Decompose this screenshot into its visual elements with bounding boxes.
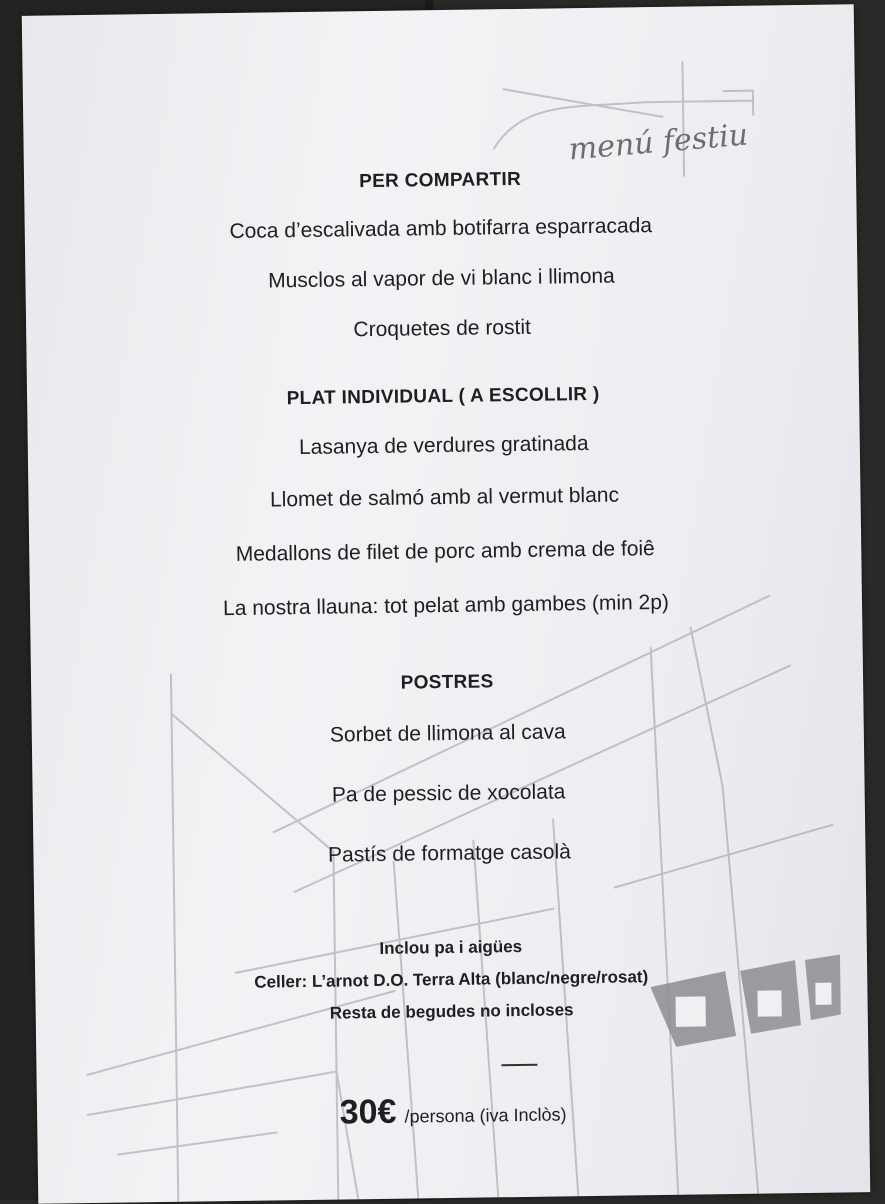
menu-item: Pastís de formatge casolà <box>327 840 572 867</box>
menu-sheet <box>22 4 871 1204</box>
divider <box>501 1064 537 1067</box>
menu-festiu-logo: menú festiu <box>567 117 750 168</box>
menu-item: La nostra llauna: tot pelat amb gambes (min 2p) <box>222 590 670 621</box>
section-title-plat-individual: PLAT INDIVIDUAL ( A ESCOLLIR ) <box>286 383 600 410</box>
menu-item: Croquetes de rostit <box>353 315 532 342</box>
section-title-per-compartir: PER COMPARTIR <box>358 168 522 193</box>
menu-item: Llomet de salmó amb al vermut blanc <box>269 483 620 512</box>
footer-wine: Celler: L’arnot D.O. Terra Alta (blanc/negre/rosat) <box>254 967 649 992</box>
footer-drinks-not-included: Resta de begudes no incloses <box>329 1000 574 1023</box>
section-title-postres: POSTRES <box>400 671 494 694</box>
price-amount: 30€ <box>339 1092 397 1132</box>
price-unit: /persona (iva Inclòs) <box>404 1104 567 1127</box>
footer-includes: Inclou pa i aigües <box>379 936 523 958</box>
menu-item: Lasanya de verdures gratinada <box>298 431 589 460</box>
menu-item: Coca d’escalivada amb botifarra esparracada <box>229 214 653 243</box>
menu-item: Medallons de filet de porc amb crema de foiê <box>235 537 655 566</box>
price-row <box>37 1086 869 1137</box>
menu-item: Pa de pessic de xocolata <box>331 780 566 807</box>
menu-item: Musclos al vapor de vi blanc i llimona <box>267 264 615 293</box>
menu-item: Sorbet de llimona al cava <box>329 720 566 747</box>
